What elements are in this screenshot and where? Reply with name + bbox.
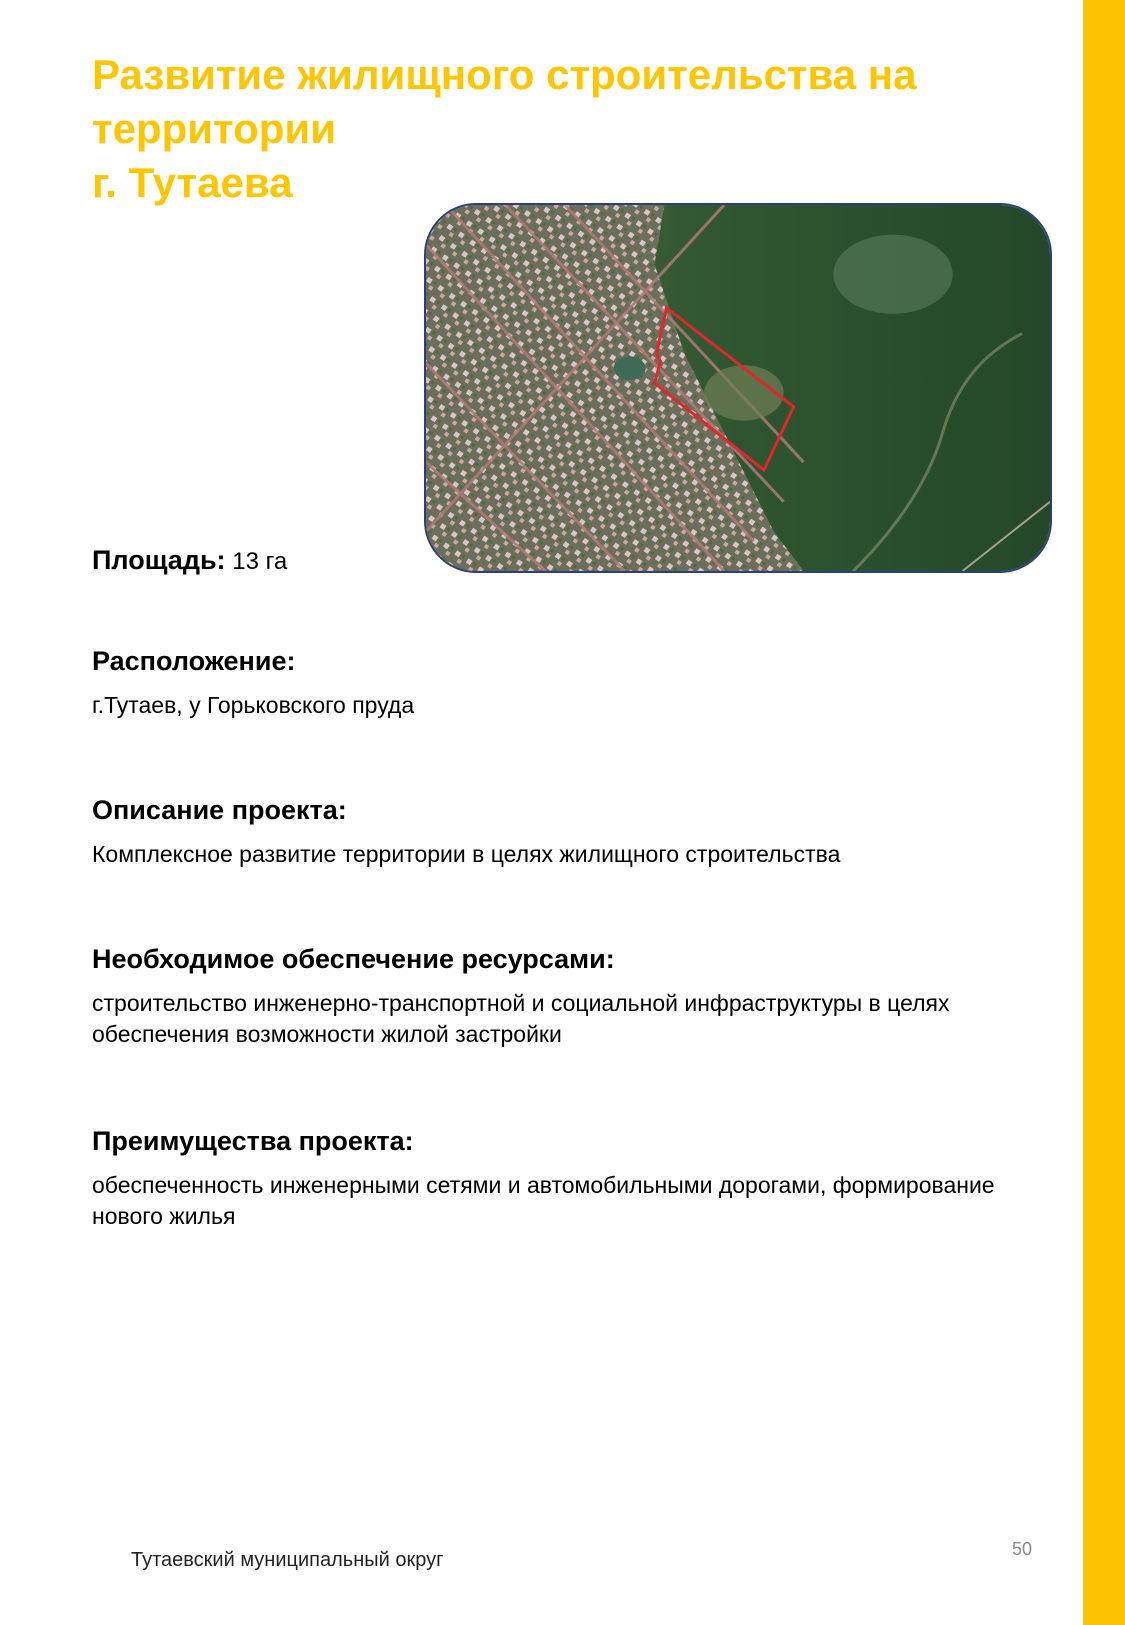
page-number: 50 [1012, 1539, 1033, 1559]
description-text: Комплексное развитие территории в целях жилищного строительства [92, 841, 841, 867]
advantages-heading: Преимущества проекта: [92, 1126, 414, 1156]
location-section [92, 644, 1032, 721]
yellow-side-bar [1083, 0, 1125, 1625]
resources-heading: Необходимое обеспечение ресурсами: [92, 944, 615, 974]
title-line-3: г. Тутаева [92, 159, 293, 206]
description-section [92, 793, 1032, 870]
area-value: 13 га [232, 548, 288, 575]
resources-text: строительство инженерно-транспортной и социальной инфраструктуры в целях обеспечения возможности жилой застройки [92, 990, 950, 1047]
page-title [92, 48, 992, 210]
title-line-2: территории [92, 105, 337, 152]
advantages-section [92, 1124, 1032, 1232]
area-label: Площадь: [92, 545, 226, 575]
footer-organization: Тутаевский муниципальный округ [131, 1549, 444, 1571]
area-field [92, 543, 287, 579]
resources-section [92, 942, 1032, 1050]
location-heading: Расположение: [92, 646, 296, 676]
satellite-map-image [424, 203, 1052, 573]
description-heading: Описание проекта: [92, 795, 347, 825]
title-line-1: Развитие жилищного строительства на [92, 51, 917, 98]
satellite-map-svg [426, 205, 1050, 571]
advantages-text: обеспеченность инженерными сетями и автомобильными дорогами, формирование нового жилья [92, 1172, 995, 1229]
location-text: г.Тутаев, у Горьковского пруда [92, 692, 415, 718]
